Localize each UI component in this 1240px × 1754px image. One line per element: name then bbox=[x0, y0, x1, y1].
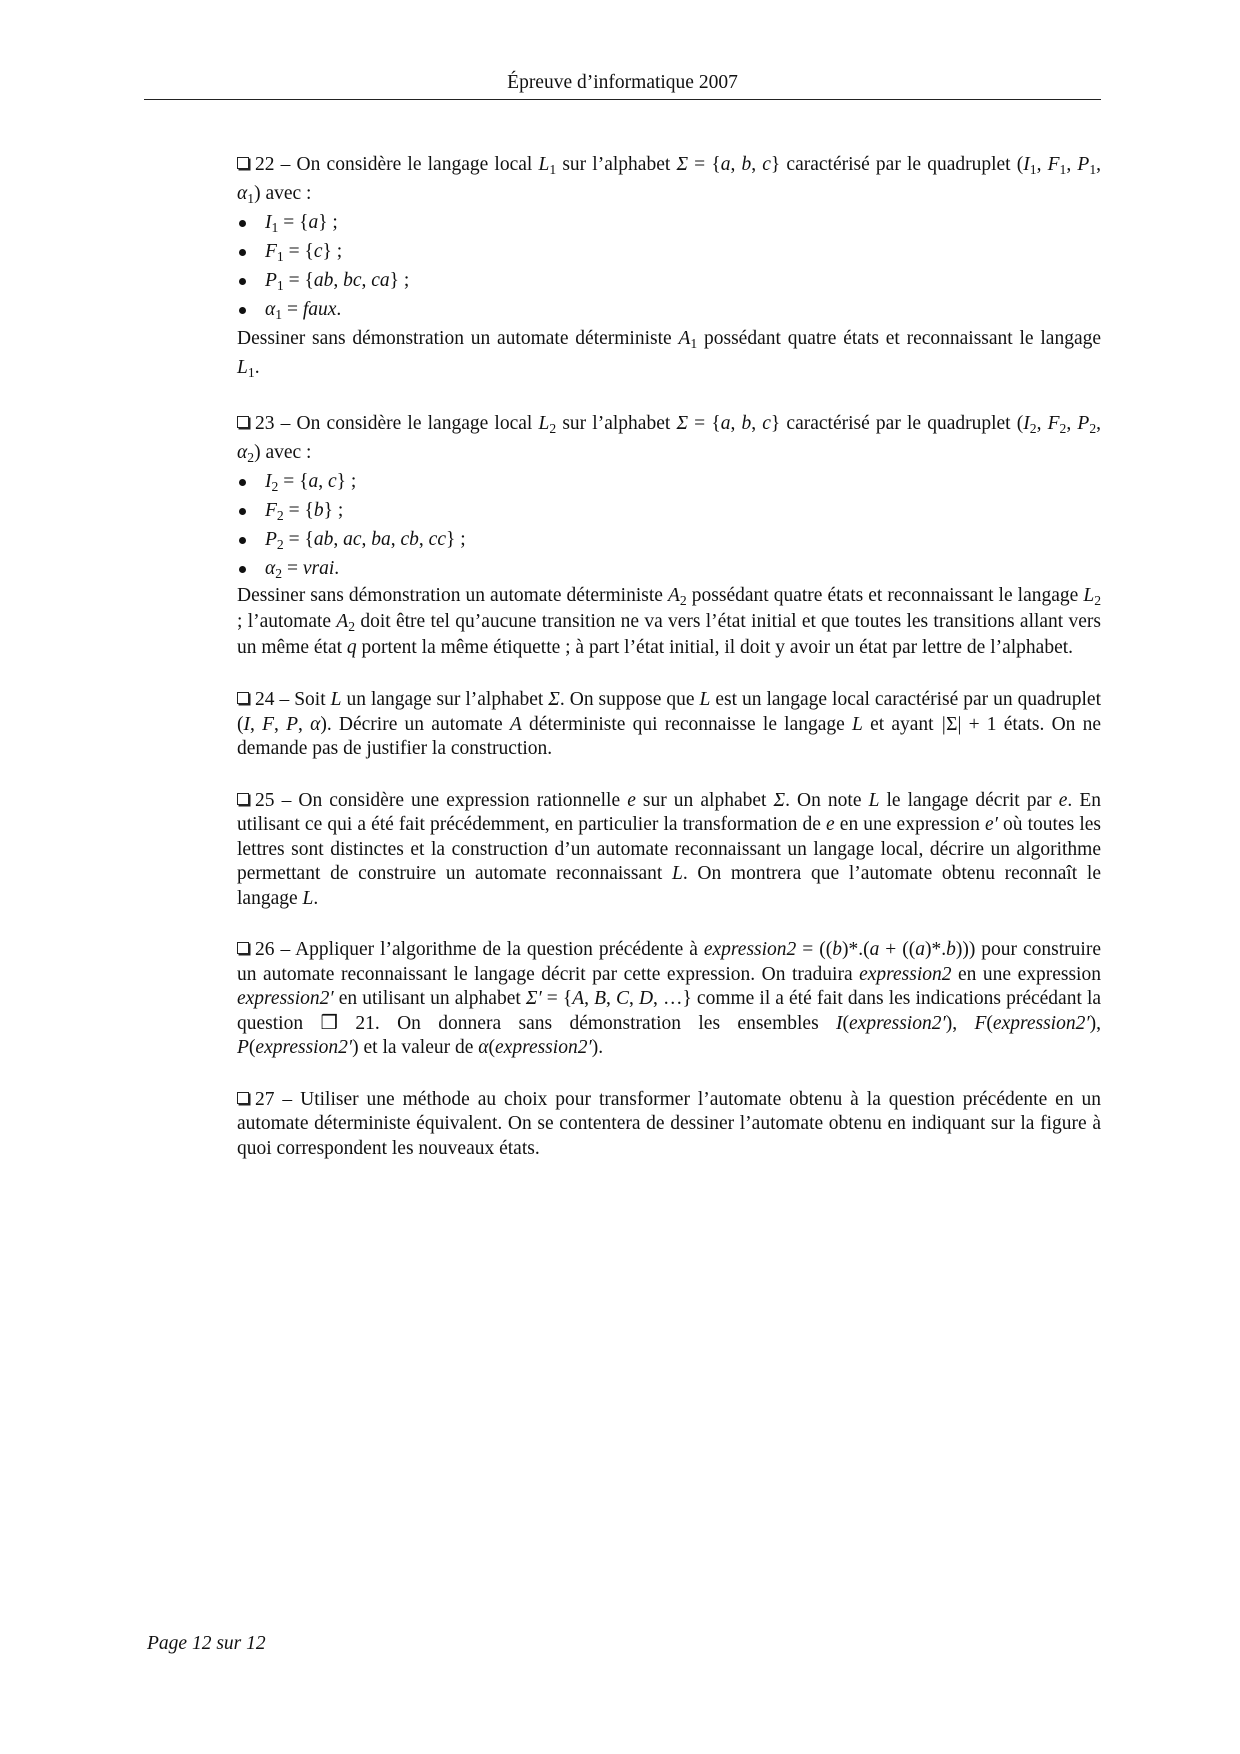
page-footer: Page 12 sur 12 bbox=[147, 1633, 266, 1654]
question-26: 26 – Appliquer l’algorithme de la question précédente à expression2 = ((b)*.(a + ((a)*.b))) pour construire un automate reconnaissant le langage décrit par cette expression. On traduira expression2 en une expression expression2′ en utilisant un alphabet Σ′ = {A, B, C, D, …} comme il a été fait dans les indications précédant la question ❒ 21. On donnera sans démonstration les ensembles I(expression2′), F(expression2′), P(expression2′) et la valeur de α(expression2′). bbox=[237, 939, 1102, 1058]
question-24: 24 – Soit L un langage sur l’alphabet Σ. On suppose que L est un langage local caractérisé par un quadruplet (I, F, P, α). Décrire un automate A déterministe qui reconnaisse le langage L et ayant |Σ| + 1 états. On ne demande pas de justifier la construction. bbox=[237, 689, 1102, 759]
question-22-intro: 22 – On considère le langage local $L_1$ sur l’alphabet Σ = {a, b, c} caractérisé par le quadruplet ($I_1$, $F_1$, $P_1$, $\alpha_1$) avec : bbox=[237, 154, 1102, 206]
list-item: $I_2 = \{a$, c} ; bbox=[237, 467, 1101, 496]
question-23-list bbox=[237, 467, 1101, 583]
question-22 bbox=[237, 150, 1101, 382]
question-22-list bbox=[237, 208, 1101, 324]
list-item: $\alpha_1$ = faux. bbox=[237, 295, 1101, 324]
page-header: Épreuve d’informatique 2007 bbox=[144, 72, 1101, 100]
question-27: 27 – Utiliser une méthode au choix pour transformer l’automate obtenu à la question précédente en un automate déterministe équivalent. On se contentera de dessiner l’automate obtenu en indiquant sur la figure à quoi correspondent les nouveaux états. bbox=[237, 1088, 1101, 1159]
checkbox-icon bbox=[237, 416, 249, 428]
list-item: $F_1 = \{c\}$ ; bbox=[237, 237, 1101, 266]
checkbox-icon bbox=[237, 692, 249, 704]
question-22-task: Dessiner sans démonstration un automate déterministe $A_1$ possédant quatre états et reconnaissant le langage $L_1$. bbox=[237, 328, 1102, 380]
page-content bbox=[237, 150, 1101, 1161]
list-item: $I_1 = \{a\}$ ; bbox=[237, 208, 1101, 237]
checkbox-icon bbox=[237, 157, 249, 169]
checkbox-icon bbox=[237, 942, 249, 954]
checkbox-icon bbox=[237, 1092, 249, 1104]
checkbox-icon bbox=[237, 793, 249, 805]
list-item: $P_1 = \{ab$, bc, ca} ; bbox=[237, 266, 1101, 295]
question-25: 25 – On considère une expression rationnelle e sur un alphabet Σ. On note L le langage décrit par e. En utilisant ce qui a été fait précédemment, en particulier la transformation de e en une expression e′ où toutes les lettres sont distinctes et la construction d’un automate reconnaissant un langage local, décrire un algorithme permettant de construire un automate reconnaissant L. On montrera que l’automate obtenu reconnaît le langage L. bbox=[237, 789, 1102, 909]
question-23 bbox=[237, 409, 1101, 661]
list-item: $F_2 = \{b\}$ ; bbox=[237, 496, 1101, 525]
list-item: $P_2 = \{ab$, ac, ba, cb, cc} ; bbox=[237, 525, 1101, 554]
question-23-intro: 23 – On considère le langage local $L_2$ sur l’alphabet Σ = {a, b, c} caractérisé par le quadruplet ($I_2$, $F_2$, $P_2$, $\alpha_2$) avec : bbox=[237, 413, 1102, 465]
list-item: $\alpha_2$ = vrai. bbox=[237, 554, 1101, 583]
question-23-task: Dessiner sans démonstration un automate déterministe $A_2$ possédant quatre états et reconnaissant le langage $L_2$ ; l’automate $A_2$ doit être tel qu’aucune transition ne va vers l’état initial et que toutes les transitions allant vers un même état q portent la même étiquette ; à part l’état initial, il doit y avoir un état par lettre de l’alphabet. bbox=[237, 585, 1102, 658]
